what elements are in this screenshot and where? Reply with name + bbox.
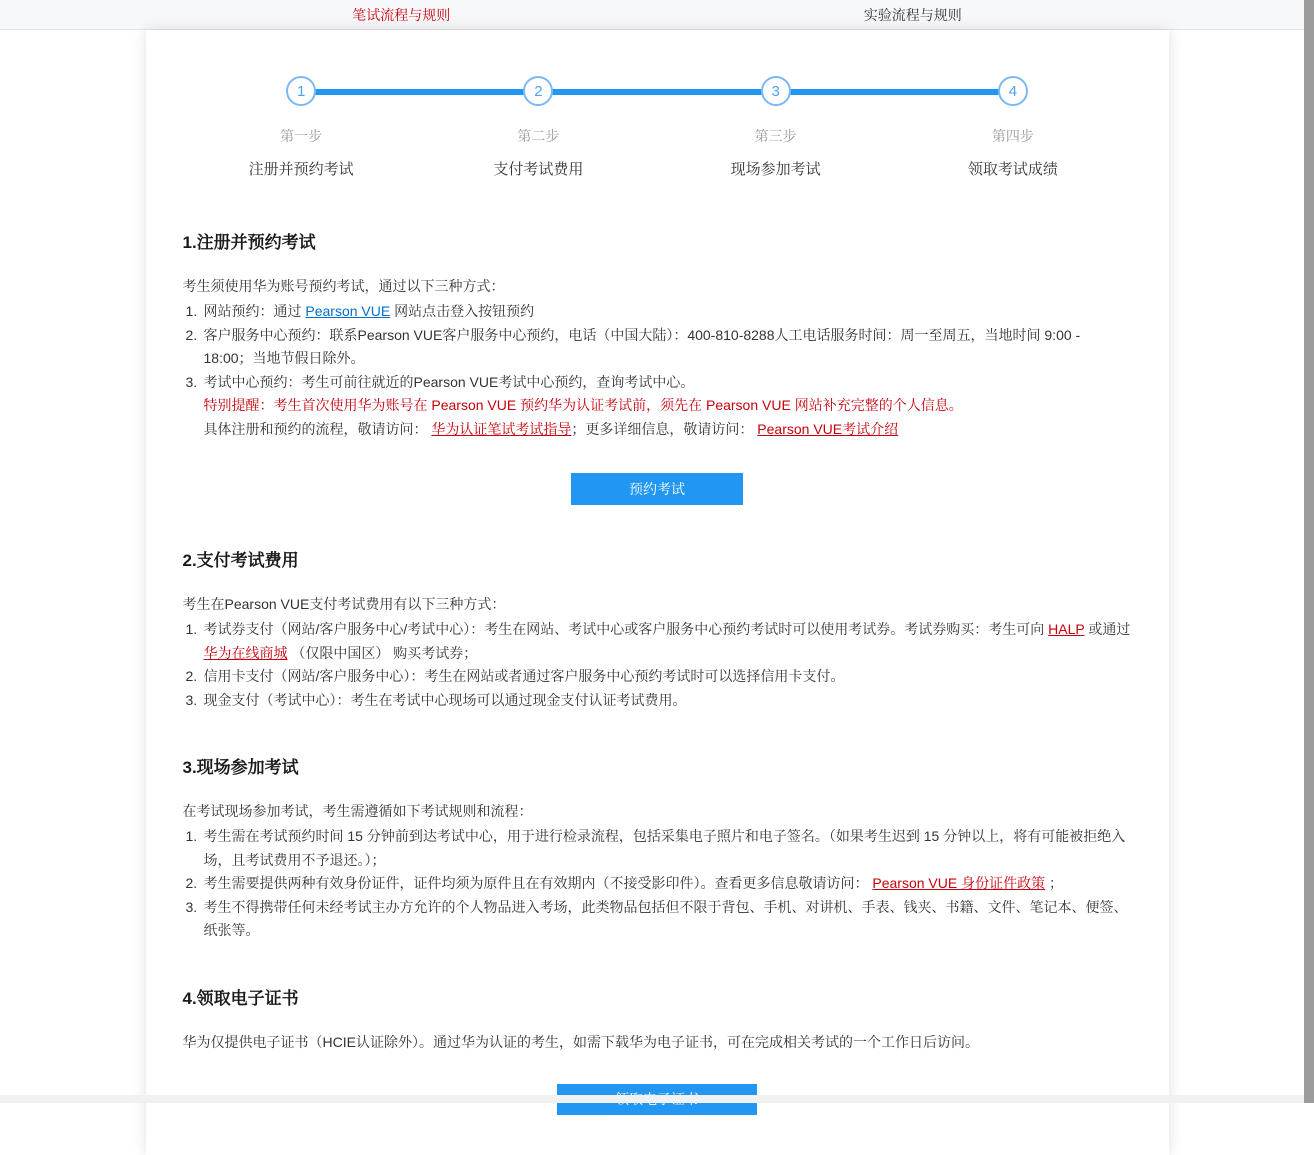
page-bottom-strip (0, 1095, 1304, 1103)
step-circle-3: 3 (761, 76, 791, 106)
register-guide-line: 具体注册和预约的流程，敬请访问： 华为认证笔试考试指导；更多详细信息，敬请访问： Pearson VUE考试介绍 (203, 420, 899, 437)
content-card (146, 30, 1169, 1155)
section-onsite-title: 3.现场参加考试 (182, 758, 299, 777)
book-exam-button[interactable]: 预约考试 (571, 473, 743, 505)
list-item: 2. 信用卡支付（网站/客户服务中心）：考生在网站或者通过客户服务中心预约考试时可以选择信用卡支付。 (185, 668, 845, 684)
payment-methods-list (183, 618, 1132, 712)
step-label-3: 第三步 (754, 128, 797, 144)
vertical-scrollbar[interactable] (1304, 0, 1314, 1103)
section-onsite-intro: 在考试现场参加考试，考生需遵循如下考试规则和流程： (182, 803, 533, 819)
list-item: 2. 考生需要提供两种有效身份证件，证件均须为原件且在有效期内（不接受影印件）。查看更多信息敬请访问： Pearson VUE 身份证件政策 ； (185, 875, 1063, 891)
huawei-online-store-link[interactable]: 华为在线商城 (203, 644, 288, 661)
written-exam-guide-link[interactable]: 华为认证笔试考试指导 (431, 420, 572, 437)
step-name-register: 注册并预约考试 (248, 161, 354, 178)
step-name-results: 领取考试成绩 (967, 161, 1058, 178)
halp-link[interactable]: HALP (1048, 621, 1085, 637)
register-methods-list (183, 300, 1132, 394)
list-item: 1. 考试券支付（网站/客户服务中心/考试中心）：考生在网站、考试中心或客户服务中心预约考试时可以使用考试券。考试券购买：考生可向 HALP 或通过 华为在线商城 （仅限中国区） 购买考试券； (185, 621, 1131, 661)
step-name-payment: 支付考试费用 (493, 161, 584, 178)
list-item: 3. 考生不得携带任何未经考试主办方允许的个人物品进入考场，此类物品包括但不限于背包、手机、对讲机、手表、钱夹、书籍、文件、笔记本、便签、纸张等。 (185, 898, 1128, 938)
step-names-row (183, 158, 1132, 179)
top-tab-bar (0, 0, 1314, 30)
list-item: 3. 现金支付（考试中心）：考生在考试中心现场可以通过现金支付认证考试费用。 (185, 691, 687, 708)
step-name-onsite: 现场参加考试 (730, 161, 821, 178)
tab-written-exam-process[interactable]: 笔试流程与规则 (352, 6, 451, 23)
list-item: 1. 网站预约：通过 Pearson VUE 网站点击登入按钮预约 (185, 303, 535, 319)
step-labels-row (183, 126, 1132, 146)
step-circle-2: 2 (523, 76, 553, 106)
step-circle-1: 1 (286, 76, 316, 106)
exam-process-stepper (183, 76, 1132, 108)
section-certificate-para: 华为仅提供电子证书（HCIE认证除外）。通过华为认证的考生，如需下载华为电子证书，可在完成相关考试的一个工作日后访问。 (182, 1033, 979, 1050)
id-policy-link[interactable]: Pearson VUE 身份证件政策 (872, 875, 1046, 891)
step-label-2: 第二步 (517, 128, 560, 144)
list-item: 3. 考试中心预约：考生可前往就近的Pearson VUE考试中心预约，查询考试中心。 (185, 373, 695, 390)
onsite-rules-list (183, 825, 1132, 943)
pearson-vue-exam-intro-link[interactable]: Pearson VUE考试介绍 (757, 420, 899, 437)
section-payment-intro: 考生在Pearson VUE支付考试费用有以下三种方式： (182, 596, 506, 612)
tab-lab-exam-process[interactable]: 实验流程与规则 (863, 6, 962, 23)
list-item: 2. 客户服务中心预约：联系Pearson VUE客户服务中心预约，电话（中国大陆）：400-810-8288人工电话服务时间：周一至周五，当地时间 9:00 - 18:00；当地节假日除外。 (185, 326, 1081, 366)
section-certificate-title: 4.领取电子证书 (182, 988, 299, 1008)
page-body (0, 30, 1314, 1155)
special-reminder-text: 特别提醒：考生首次使用华为账号在 Pearson VUE 预约华为认证考试前，须先在 Pearson VUE 网站补充完整的个人信息。 (203, 397, 963, 413)
step-label-1: 第一步 (280, 128, 323, 144)
pearson-vue-link[interactable]: Pearson VUE (305, 303, 391, 319)
section-register-intro: 考生须使用华为账号预约考试，通过以下三种方式： (182, 278, 505, 294)
section-register-title: 1.注册并预约考试 (182, 233, 316, 252)
step-label-4: 第四步 (991, 128, 1034, 144)
section-payment-title: 2.支付考试费用 (182, 551, 299, 570)
step-circle-4: 4 (998, 76, 1028, 106)
list-item: 1. 考生需在考试预约时间 15 分钟前到达考试中心，用于进行检录流程，包括采集电子照片和电子签名。（如果考生迟到 15 分钟以上，将有可能被拒绝入场，且考试费用不予退还。）； (185, 828, 1126, 868)
